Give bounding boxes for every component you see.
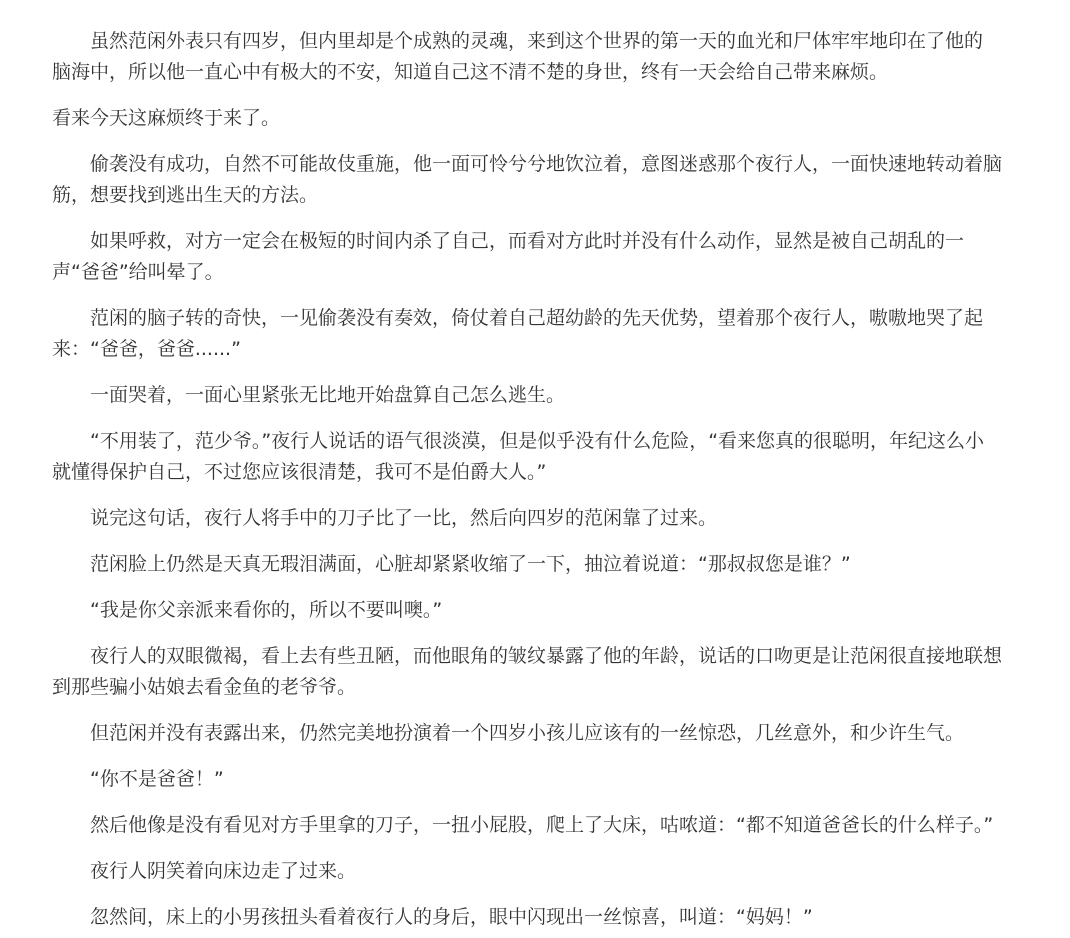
paragraph bbox=[52, 503, 1016, 534]
paragraph bbox=[52, 26, 1016, 88]
paragraph bbox=[52, 226, 1016, 288]
paragraph bbox=[52, 902, 1016, 933]
paragraph-line: “不用装了，范少爷。”夜行人说话的语气很淡漠，但是似乎没有什么危险，“看来您真的很聪明，年纪这么小 bbox=[90, 430, 985, 452]
paragraph bbox=[52, 641, 1016, 703]
paragraph-line: 如果呼救，对方一定会在极短的时间内杀了自己，而看对方此时并没有什么动作，显然是被自己胡乱的一 bbox=[90, 230, 965, 252]
paragraph-line: 范闲脸上仍然是天真无瑕泪满面，心脏却紧紧收缩了一下，抽泣着说道：“那叔叔您是谁？” bbox=[90, 553, 851, 575]
paragraph-line: 来：“爸爸，爸爸......” bbox=[52, 338, 241, 360]
paragraph-line: 夜行人阴笑着向床边走了过来。 bbox=[90, 860, 357, 882]
paragraph-line: 忽然间，床上的小男孩扭头看着夜行人的身后，眼中闪现出一丝惊喜，叫道：“妈妈！” bbox=[90, 906, 813, 928]
paragraph-line: 夜行人的双眼微褐，看上去有些丑陋，而他眼角的皱纹暴露了他的年龄，说话的口吻更是让范闲很直接地联想 bbox=[90, 645, 1003, 667]
paragraph-line: 脑海中，所以他一直心中有极大的不安，知道自己这不清不楚的身世，终有一天会给自己带来麻烦。 bbox=[52, 61, 889, 83]
paragraph bbox=[52, 810, 1016, 841]
paragraph-line: 但范闲并没有表露出来，仍然完美地扮演着一个四岁小孩儿应该有的一丝惊恐，几丝意外，和少许生气。 bbox=[90, 722, 965, 744]
paragraph-line: 虽然范闲外表只有四岁，但内里却是个成熟的灵魂，来到这个世界的第一天的血光和尸体牢牢地印在了他的 bbox=[90, 30, 984, 52]
paragraph-line: 范闲的脑子转的奇快，一见偷袭没有奏效，倚仗着自己超幼龄的先天优势，望着那个夜行人，嗷嗷地哭了起 bbox=[90, 307, 984, 329]
paragraph bbox=[52, 303, 1016, 365]
paragraph-line: 然后他像是没有看见对方手里拿的刀子，一扭小屁股，爬上了大床，咕哝道：“都不知道爸爸长的什么样子。” bbox=[90, 814, 994, 836]
paragraph-line: “我是你父亲派来看你的，所以不要叫噢。” bbox=[90, 599, 443, 621]
paragraph-line: 看来今天这麻烦终于来了。 bbox=[52, 107, 281, 129]
paragraph bbox=[52, 718, 1016, 749]
paragraph-line: 声“爸爸”给叫晕了。 bbox=[52, 261, 224, 283]
paragraph bbox=[52, 764, 1016, 795]
paragraph-line: 到那些骗小姑娘去看金鱼的老爷爷。 bbox=[52, 676, 357, 698]
paragraph bbox=[52, 595, 1016, 626]
paragraph-line: “你不是爸爸！” bbox=[90, 768, 224, 790]
paragraph-line: 筋，想要找到逃出生天的方法。 bbox=[52, 184, 319, 206]
paragraph-line: 一面哭着，一面心里紧张无比地开始盘算自己怎么逃生。 bbox=[90, 384, 566, 406]
paragraph bbox=[52, 856, 1016, 887]
paragraph bbox=[52, 426, 1016, 488]
paragraph bbox=[52, 149, 1016, 211]
paragraph-line: 偷袭没有成功，自然不可能故伎重施，他一面可怜兮兮地饮泣着，意图迷惑那个夜行人，一面快速地转动着脑 bbox=[90, 153, 1003, 175]
paragraph bbox=[52, 103, 1016, 134]
paragraph bbox=[52, 549, 1016, 580]
paragraph-line: 就懂得保护自己，不过您应该很清楚，我可不是伯爵大人。” bbox=[52, 461, 547, 483]
paragraph-line: 说完这句话，夜行人将手中的刀子比了一比，然后向四岁的范闲靠了过来。 bbox=[90, 507, 718, 529]
paragraph bbox=[52, 380, 1016, 411]
